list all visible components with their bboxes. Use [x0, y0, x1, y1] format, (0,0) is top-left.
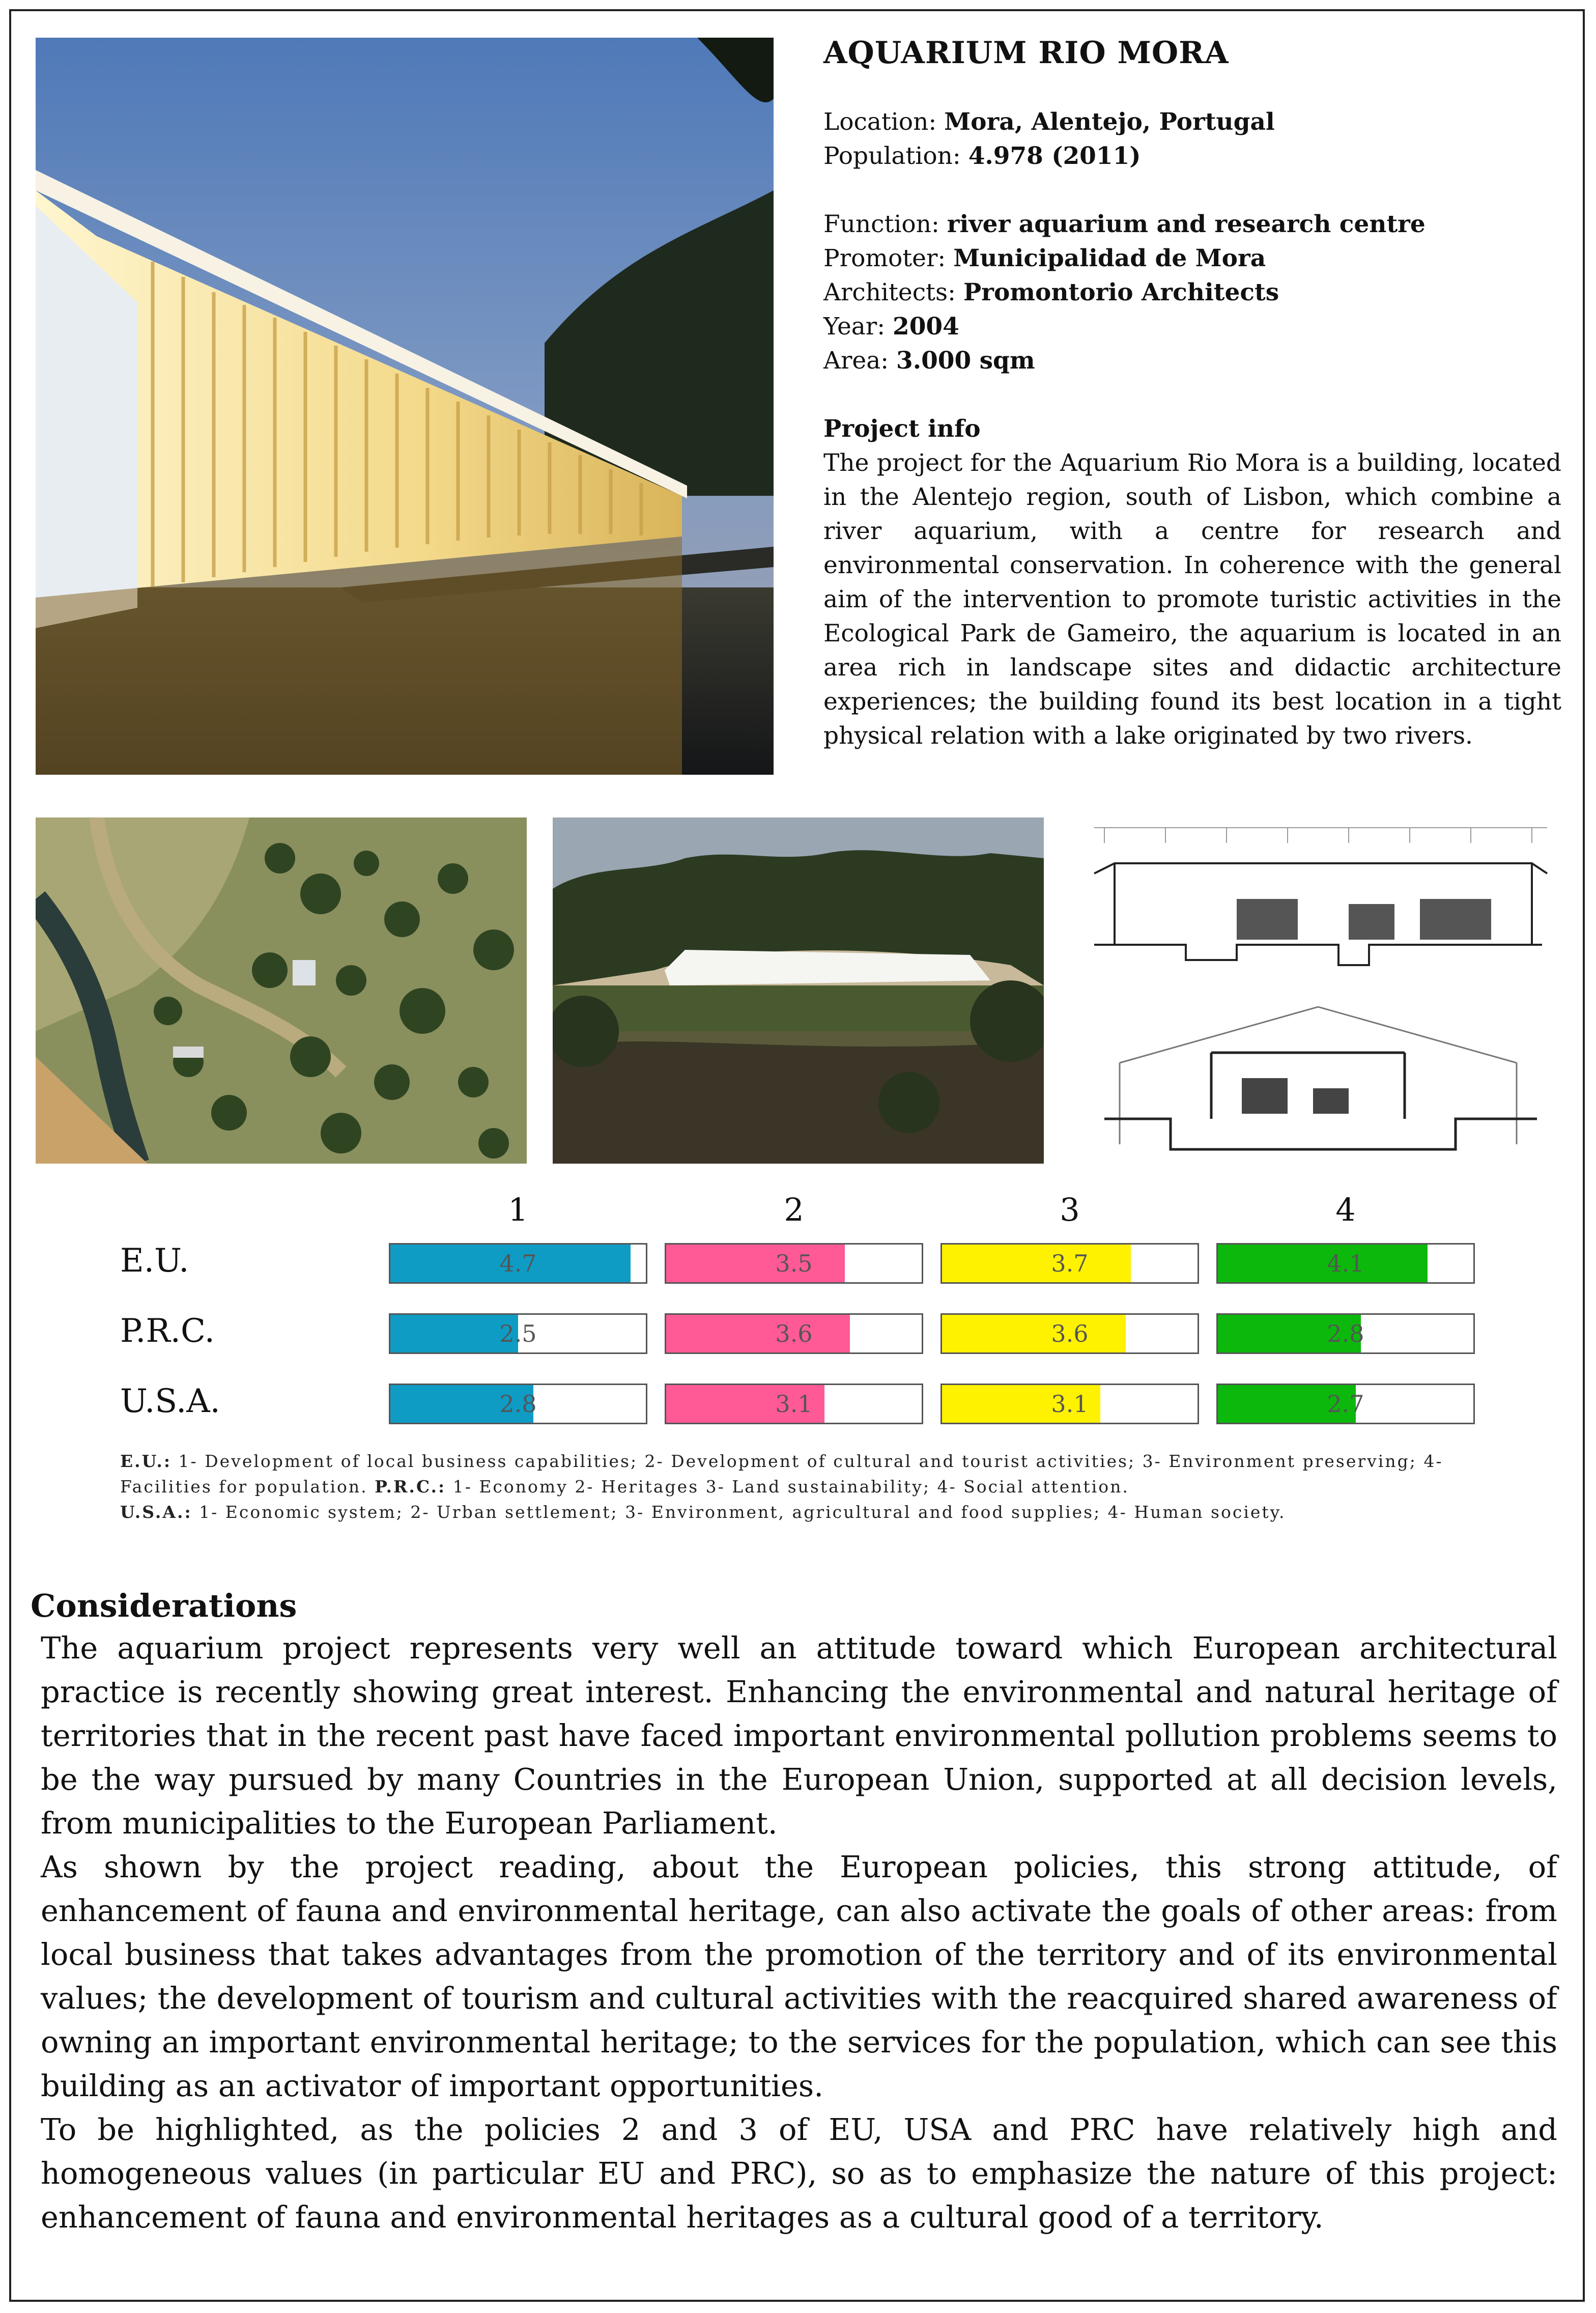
- chart-category-label: 3: [1060, 1191, 1080, 1228]
- policy-bar-chart: [0, 1181, 1596, 1446]
- section-drawing-bottom: [1099, 992, 1552, 1170]
- chart-bar: [665, 1384, 923, 1424]
- area-line: Area: 3.000 sqm: [823, 347, 1035, 375]
- project-title: AQUARIUM RIO MORA: [823, 35, 1229, 71]
- aerial-photo: [36, 817, 527, 1164]
- chart-category-label: 2: [784, 1191, 804, 1228]
- promoter-line: Promoter: Municipalidad de Mora: [823, 244, 1266, 272]
- legend-prc-text: 1- Economy 2- Heritages 3- Land sustainability; 4- Social attention.: [446, 1477, 1129, 1497]
- chart-bar-value: 4.1: [1327, 1250, 1364, 1277]
- location-line: Location: Mora, Alentejo, Portugal: [823, 108, 1275, 136]
- chart-category-label: 4: [1335, 1191, 1356, 1228]
- considerations-heading: Considerations: [31, 1587, 297, 1624]
- year-value: 2004: [893, 313, 959, 341]
- considerations-paragraph: As shown by the project reading, about the European policies, this strong attitude, of enhancement of fauna and environmental heritage, can also activate the goals of other areas: from local business that takes advantages from the promotion of the territory and of its environmental values; the development of tourism and cultural activities with the reacquired shared awareness of owning an important environmental heritage; to the services for the population, which can see this building as an activator of important opportunities.: [41, 1849, 1557, 2103]
- architects-value: Promontorio Architects: [963, 278, 1279, 306]
- legend-eu-text: 1- Development of local business capabilities; 2- Development of cultural and tourist activities; 3- Environment preserving; 4- Facilities for population.: [120, 1451, 1443, 1497]
- population-value: 4.978 (2011): [968, 142, 1141, 170]
- chart-bar: [940, 1313, 1199, 1354]
- chart-bar-value: 3.6: [775, 1320, 813, 1347]
- chart-bar: [1216, 1243, 1475, 1284]
- architects-line: Architects: Promontorio Architects: [823, 278, 1279, 306]
- chart-bar: [1216, 1313, 1475, 1354]
- chart-bar: [389, 1243, 647, 1284]
- considerations-section: [31, 1586, 1557, 2239]
- landscape-photo: [553, 817, 1044, 1164]
- aquarium-night-photo: [36, 38, 774, 775]
- legend-prc-label: P.R.C.:: [375, 1477, 446, 1497]
- chart-series-label: U.S.A.: [120, 1383, 220, 1420]
- chart-bar-value: 2.5: [499, 1320, 537, 1347]
- chart-bar-value: 2.8: [1327, 1320, 1364, 1347]
- legend-usa-label: U.S.A.:: [120, 1502, 192, 1522]
- considerations-paragraph: To be highlighted, as the policies 2 and 3 of EU, USA and PRC have relatively high and homogeneous values (in particular EU and PRC), so as to emphasize the nature of this project: enhancement of fauna and environmental heritages as a cultural good of a territory.: [41, 2112, 1557, 2235]
- chart-bar: [1216, 1384, 1475, 1424]
- considerations-paragraph: The aquarium project represents very well an attitude toward which European architectural practice is recently showing great interest. Enhancing the environmental and natural heritage of territories that in the recent past have faced important environmental pollution problems seems to be the way pursued by many Countries in the European Union, supported at all decision levels, from municipalities to the European Parliament.: [41, 1630, 1557, 1841]
- chart-bar: [665, 1243, 923, 1284]
- chart-bar-value: 3.1: [1051, 1390, 1089, 1418]
- chart-bar: [389, 1313, 647, 1354]
- function-value: river aquarium and research centre: [947, 210, 1426, 238]
- chart-bar: [665, 1313, 923, 1354]
- section-drawing-top: [1084, 812, 1557, 975]
- chart-bar-value: 3.7: [1051, 1250, 1089, 1277]
- chart-bar-value: 3.1: [775, 1390, 813, 1418]
- chart-bar: [940, 1243, 1199, 1284]
- chart-bar: [940, 1384, 1199, 1424]
- chart-legend: [120, 1449, 1484, 1525]
- population-line: Population: 4.978 (2011): [823, 142, 1141, 170]
- chart-series-label: P.R.C.: [120, 1312, 215, 1350]
- chart-bar-value: 2.8: [499, 1390, 537, 1418]
- chart-bar-value: 4.7: [499, 1250, 537, 1277]
- chart-bar: [389, 1384, 647, 1424]
- year-line: Year: 2004: [823, 313, 959, 341]
- project-info-heading: Project info: [823, 415, 981, 443]
- area-value: 3.000 sqm: [896, 347, 1035, 375]
- legend-eu-label: E.U.:: [120, 1451, 172, 1471]
- chart-category-label: 1: [508, 1191, 528, 1228]
- project-info-text: The project for the Aquarium Rio Mora is a building, located in the Alentejo region, south of Lisbon, which combine a river aquarium, with a centre for research and environmental conservation. In coherence with the general aim of the intervention to promote turistic activities in the Ecological Park de Gameiro, the aquarium is located in an area rich in landscape sites and didactic architecture experiences; the building found its best location in a tight physical relation with a lake originated by two rivers.: [823, 449, 1561, 750]
- legend-usa-text: 1- Economic system; 2- Urban settlement; 3- Environment, agricultural and food supplies; 4- Human society.: [192, 1502, 1286, 1522]
- chart-bar-value: 3.5: [775, 1250, 813, 1277]
- chart-series-label: E.U.: [120, 1242, 189, 1280]
- chart-bar-value: 3.6: [1051, 1320, 1089, 1347]
- location-value: Mora, Alentejo, Portugal: [944, 108, 1275, 136]
- project-info-block: [823, 32, 1561, 753]
- promoter-value: Municipalidad de Mora: [953, 244, 1266, 272]
- chart-bar-value: 2.7: [1327, 1390, 1364, 1418]
- function-line: Function: river aquarium and research centre: [823, 210, 1426, 238]
